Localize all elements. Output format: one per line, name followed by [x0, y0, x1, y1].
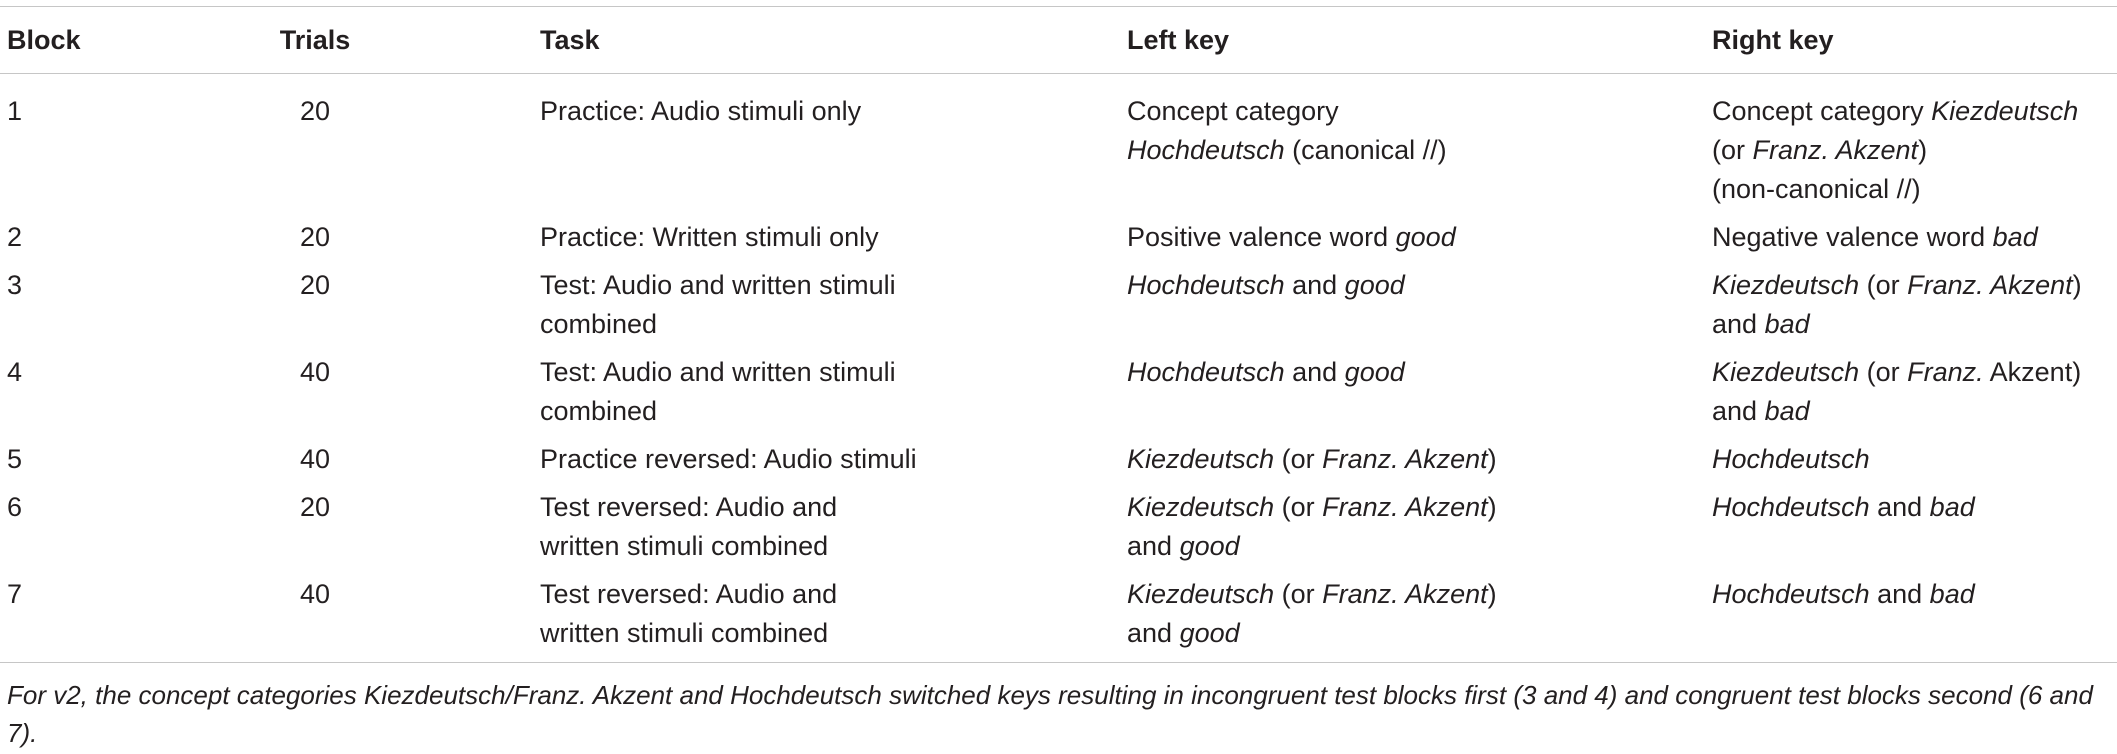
- right-key-text: ): [2072, 270, 2082, 300]
- left-key-cell: [1127, 570, 1712, 663]
- table-row: [0, 435, 2117, 483]
- task-text: Test reversed: Audio and: [540, 492, 838, 522]
- left-key-text: Positive valence word: [1127, 222, 1396, 252]
- right-key-text: Kiezdeutsch: [1712, 357, 1860, 387]
- right-key-text: and: [1869, 492, 1930, 522]
- right-key-text: Hochdeutsch: [1712, 444, 1870, 474]
- right-key-cell: [1712, 435, 2117, 483]
- header-task: Task: [430, 7, 1127, 74]
- block-cell: 2: [7, 222, 23, 252]
- task-text: written stimuli combined: [540, 618, 829, 648]
- table-footnote: For v2, the concept categories Kiezdeutsch/Franz. Akzent and Hochdeutsch switched keys resulting in incongruent test blocks first (3 and 4) and congruent test blocks second (6 and 7).: [7, 680, 2093, 748]
- left-key-text: Franz. Akzent: [1322, 579, 1488, 609]
- table-row: [0, 483, 2117, 570]
- table-row: [0, 261, 2117, 348]
- task-text: combined: [540, 396, 658, 426]
- right-key-cell: [1712, 213, 2117, 261]
- right-key-text: bad: [1929, 579, 1975, 609]
- trials-cell: 20: [299, 270, 331, 300]
- right-key-text: Franz. Akzent: [1907, 270, 2073, 300]
- header-block: Block: [0, 7, 200, 74]
- iat-blocks-table: [0, 6, 2117, 663]
- left-key-text: ): [1487, 579, 1497, 609]
- left-key-cell: [1127, 348, 1712, 435]
- left-key-cell: [1127, 213, 1712, 261]
- header-trials: Trials: [200, 7, 430, 74]
- block-cell: 3: [7, 270, 23, 300]
- header-left-key: Left key: [1127, 7, 1712, 74]
- left-key-text: Hochdeutsch: [1127, 270, 1285, 300]
- right-key-text: bad: [1929, 492, 1975, 522]
- task-text: Practice: Written stimuli only: [540, 222, 879, 252]
- left-key-text: (canonical //): [1284, 135, 1447, 165]
- block-cell: 7: [7, 579, 23, 609]
- block-cell: 1: [7, 96, 23, 126]
- right-key-text: bad: [1992, 222, 2038, 252]
- left-key-text: good: [1179, 531, 1240, 561]
- right-key-text: Kiezdeutsch: [1931, 96, 2079, 126]
- left-key-text: Franz. Akzent: [1322, 444, 1488, 474]
- block-cell: 4: [7, 357, 23, 387]
- task-text: Test reversed: Audio and: [540, 579, 838, 609]
- task-text: Practice reversed: Audio stimuli: [540, 444, 917, 474]
- right-key-text: (non-canonical //): [1712, 174, 1921, 204]
- left-key-text: Kiezdeutsch: [1127, 444, 1275, 474]
- left-key-text: and: [1284, 357, 1345, 387]
- right-key-text: bad: [1764, 396, 1810, 426]
- left-key-text: good: [1344, 270, 1405, 300]
- right-key-text: Hochdeutsch: [1712, 579, 1870, 609]
- task-cell: [430, 570, 1127, 663]
- left-key-cell: [1127, 74, 1712, 214]
- right-key-text: Franz.: [1907, 357, 1984, 387]
- header-row: [0, 7, 2117, 74]
- right-key-cell: [1712, 261, 2117, 348]
- trials-cell: 40: [299, 444, 331, 474]
- right-key-text: bad: [1764, 309, 1810, 339]
- table-row: [0, 348, 2117, 435]
- table-header: [0, 7, 2117, 74]
- table-row: [0, 74, 2117, 214]
- right-key-cell: [1712, 570, 2117, 663]
- left-key-text: ): [1487, 492, 1497, 522]
- right-key-cell: [1712, 348, 2117, 435]
- right-key-text: Hochdeutsch: [1712, 492, 1870, 522]
- task-cell: [430, 213, 1127, 261]
- left-key-cell: [1127, 261, 1712, 348]
- task-text: Test: Audio and written stimuli: [540, 270, 896, 300]
- right-key-text: Franz. Akzent: [1752, 135, 1919, 165]
- table-row: [0, 570, 2117, 663]
- task-cell: [430, 74, 1127, 214]
- left-key-text: ): [1487, 444, 1497, 474]
- right-key-text: Kiezdeutsch: [1712, 270, 1860, 300]
- task-cell: [430, 435, 1127, 483]
- trials-cell: 40: [299, 357, 331, 387]
- block-cell: 5: [7, 444, 23, 474]
- right-key-text: and: [1869, 579, 1930, 609]
- task-text: written stimuli combined: [540, 531, 829, 561]
- right-key-text: ): [1918, 135, 1928, 165]
- task-cell: [430, 261, 1127, 348]
- right-key-text: and: [1712, 309, 1765, 339]
- task-cell: [430, 483, 1127, 570]
- right-key-text: Akzent): [1983, 357, 2082, 387]
- table-body: [0, 74, 2117, 663]
- left-key-text: (or: [1274, 444, 1323, 474]
- left-key-text: and: [1127, 531, 1180, 561]
- right-key-cell: [1712, 483, 2117, 570]
- header-right-key: Right key: [1712, 7, 2117, 74]
- left-key-text: (or: [1274, 579, 1323, 609]
- task-text: combined: [540, 309, 658, 339]
- left-key-text: good: [1179, 618, 1240, 648]
- right-key-text: (or: [1859, 270, 1908, 300]
- trials-cell: 20: [299, 222, 331, 252]
- right-key-text: (or: [1712, 135, 1753, 165]
- trials-cell: 20: [299, 96, 331, 126]
- left-key-text: good: [1395, 222, 1456, 252]
- left-key-text: Hochdeutsch: [1127, 135, 1285, 165]
- left-key-text: good: [1344, 357, 1405, 387]
- right-key-text: (or: [1859, 357, 1908, 387]
- task-text: Practice: Audio stimuli only: [540, 96, 862, 126]
- left-key-text: (or: [1274, 492, 1323, 522]
- left-key-text: Kiezdeutsch: [1127, 492, 1275, 522]
- left-key-text: Franz. Akzent: [1322, 492, 1488, 522]
- trials-cell: 20: [299, 492, 331, 522]
- trials-cell: 40: [299, 579, 331, 609]
- left-key-text: Concept category: [1127, 96, 1339, 126]
- left-key-text: and: [1284, 270, 1345, 300]
- block-cell: 6: [7, 492, 23, 522]
- table-row: [0, 213, 2117, 261]
- right-key-cell: [1712, 74, 2117, 214]
- right-key-text: and: [1712, 396, 1765, 426]
- right-key-text: Negative valence word: [1712, 222, 1993, 252]
- left-key-text: Hochdeutsch: [1127, 357, 1285, 387]
- task-text: Test: Audio and written stimuli: [540, 357, 896, 387]
- task-cell: [430, 348, 1127, 435]
- left-key-cell: [1127, 483, 1712, 570]
- left-key-cell: [1127, 435, 1712, 483]
- right-key-text: Concept category: [1712, 96, 1932, 126]
- left-key-text: and: [1127, 618, 1180, 648]
- left-key-text: Kiezdeutsch: [1127, 579, 1275, 609]
